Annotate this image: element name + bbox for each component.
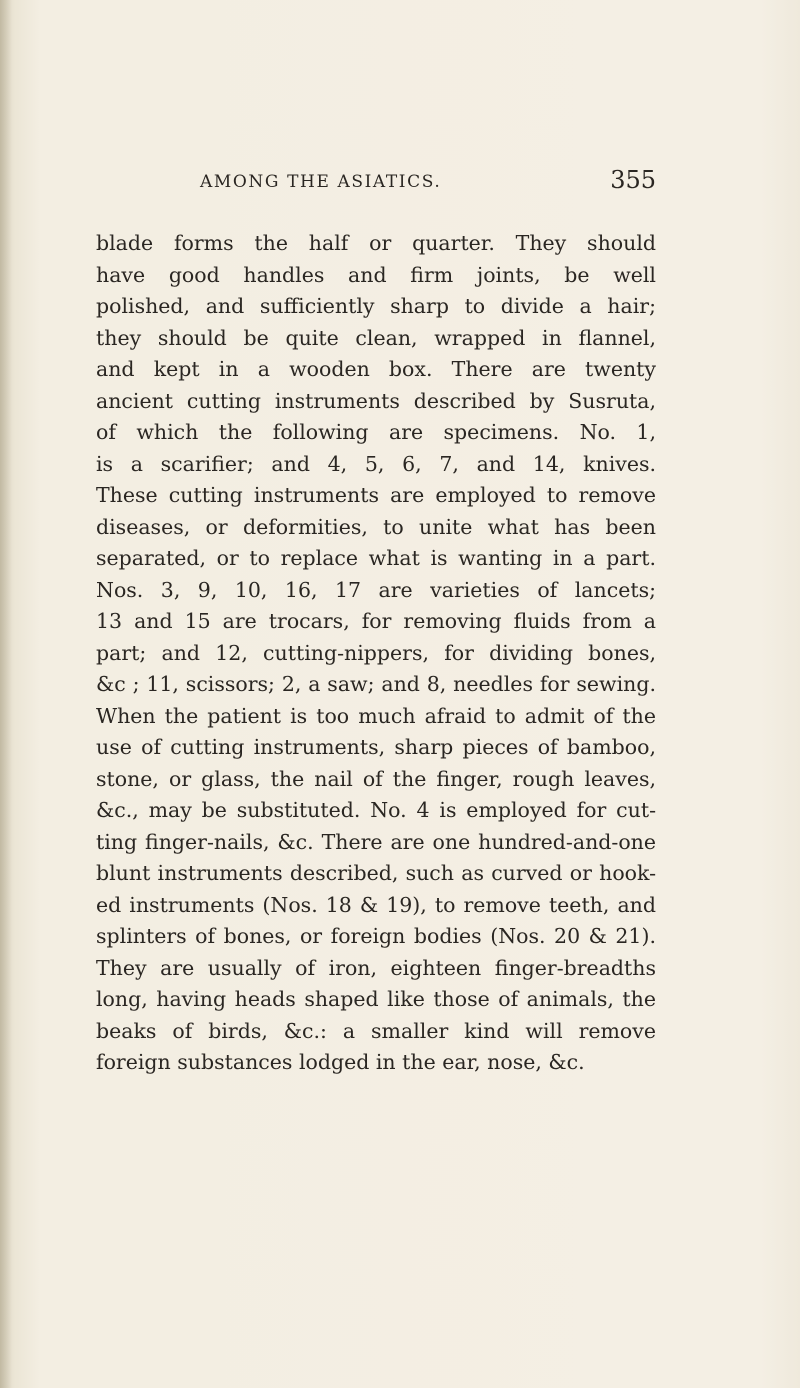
text-line: beaks of birds, &c.: a smaller kind will remove <box>96 1018 656 1043</box>
text-line: ting finger-nails, &c. There are one hundred-and-one <box>96 829 656 854</box>
text-line: &c ; 11, scissors; 2, a saw; and 8, needles for sewing. <box>96 672 656 696</box>
text-line: separated, or to replace what is wanting in a part. <box>96 546 656 570</box>
text-line: They are usually of iron, eighteen finger-breadths <box>96 955 656 980</box>
page-number: 355 <box>610 166 656 194</box>
text-line: and kept in a wooden box. There are twenty <box>96 357 656 381</box>
text-line: diseases, or deformities, to unite what has been <box>96 514 656 539</box>
running-head-title: AMONG THE ASIATICS. <box>200 172 442 192</box>
text-line: Nos. 3, 9, 10, 16, 17 are varieties of lancets; <box>96 577 656 602</box>
text-line: 13 and 15 are trocars, for removing fluids from a <box>96 609 656 633</box>
text-line: &c., may be substituted. No. 4 is employed for cut- <box>96 798 656 822</box>
text-line: blade forms the half or quarter. They should <box>96 231 656 255</box>
text-line: These cutting instruments are employed to remove <box>96 483 656 507</box>
page-gutter-shadow <box>0 0 12 1388</box>
text-line: is a scarifier; and 4, 5, 6, 7, and 14, knives. <box>96 451 656 476</box>
text-line: long, having heads shaped like those of animals, the <box>96 987 656 1011</box>
text-line: polished, and sufficiently sharp to divide a hair; <box>96 294 656 318</box>
text-line: have good handles and firm joints, be well <box>96 262 656 287</box>
text-line: they should be quite clean, wrapped in flannel, <box>96 325 656 350</box>
text-line: splinters of bones, or foreign bodies (Nos. 20 & 21). <box>96 924 656 948</box>
text-line: foreign substances lodged in the ear, nose, &c. <box>96 1050 585 1074</box>
text-line: ed instruments (Nos. 18 & 19), to remove teeth, and <box>96 892 656 917</box>
text-line: of which the following are specimens. No. 1, <box>96 420 656 444</box>
text-line: use of cutting instruments, sharp pieces of bamboo, <box>96 735 656 759</box>
text-line: When the patient is too much afraid to admit of the <box>96 703 656 728</box>
text-line: ancient cutting instruments described by Susruta, <box>96 388 656 413</box>
text-line: stone, or glass, the nail of the finger, rough leaves, <box>96 766 656 791</box>
text-line: part; and 12, cutting-nippers, for dividing bones, <box>96 640 656 665</box>
body-text <box>96 228 656 1079</box>
text-line: blunt instruments described, such as curved or hook- <box>96 861 656 885</box>
running-head <box>96 166 656 200</box>
